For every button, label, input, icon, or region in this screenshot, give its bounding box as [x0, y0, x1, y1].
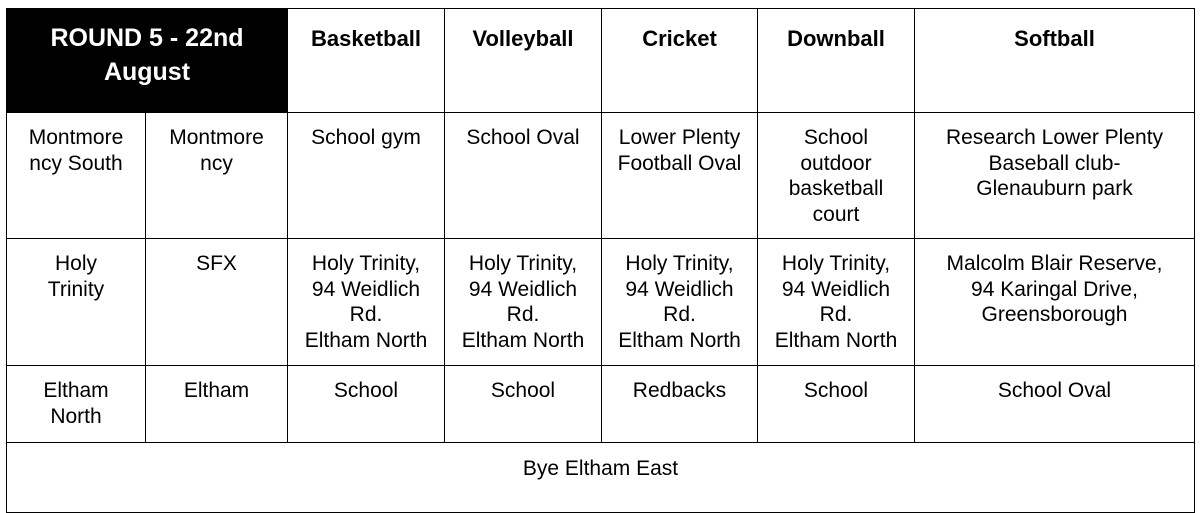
- venue-cell: Research Lower Plenty Baseball club- Glenauburn park: [915, 113, 1195, 239]
- table-row: [7, 239, 1195, 366]
- table-row: [7, 113, 1195, 239]
- venue-cell: School Oval: [445, 113, 602, 239]
- venue-cell: Holy Trinity, 94 Weidlich Rd. Eltham North: [288, 239, 445, 366]
- away-team-cell: Montmore ncy: [146, 113, 288, 239]
- table-row: [7, 366, 1195, 443]
- header-row: [7, 9, 1195, 113]
- venue-cell: School: [288, 366, 445, 443]
- round-title: ROUND 5 - 22nd August: [7, 9, 288, 113]
- home-team-cell: Eltham North: [7, 366, 146, 443]
- sport-header-volleyball: Volleyball: [445, 9, 602, 113]
- venue-cell: Redbacks: [602, 366, 758, 443]
- away-team-cell: Eltham: [146, 366, 288, 443]
- venue-cell: School: [758, 366, 915, 443]
- venue-cell: Holy Trinity, 94 Weidlich Rd. Eltham North: [758, 239, 915, 366]
- home-team-cell: Holy Trinity: [7, 239, 146, 366]
- venue-cell: Malcolm Blair Reserve, 94 Karingal Drive, Greensborough: [915, 239, 1195, 366]
- venue-cell: Holy Trinity, 94 Weidlich Rd. Eltham North: [445, 239, 602, 366]
- sport-header-softball: Softball: [915, 9, 1195, 113]
- sport-header-cricket: Cricket: [602, 9, 758, 113]
- sport-header-downball: Downball: [758, 9, 915, 113]
- away-team-cell: SFX: [146, 239, 288, 366]
- fixture-table: [6, 8, 1195, 513]
- sport-header-basketball: Basketball: [288, 9, 445, 113]
- venue-cell: School: [445, 366, 602, 443]
- venue-cell: School gym: [288, 113, 445, 239]
- venue-cell: School outdoor basketball court: [758, 113, 915, 239]
- venue-cell: Lower Plenty Football Oval: [602, 113, 758, 239]
- venue-cell: Holy Trinity, 94 Weidlich Rd. Eltham North: [602, 239, 758, 366]
- venue-cell: School Oval: [915, 366, 1195, 443]
- bye-row: [7, 443, 1195, 513]
- home-team-cell: Montmore ncy South: [7, 113, 146, 239]
- bye-cell: Bye Eltham East: [7, 443, 1195, 513]
